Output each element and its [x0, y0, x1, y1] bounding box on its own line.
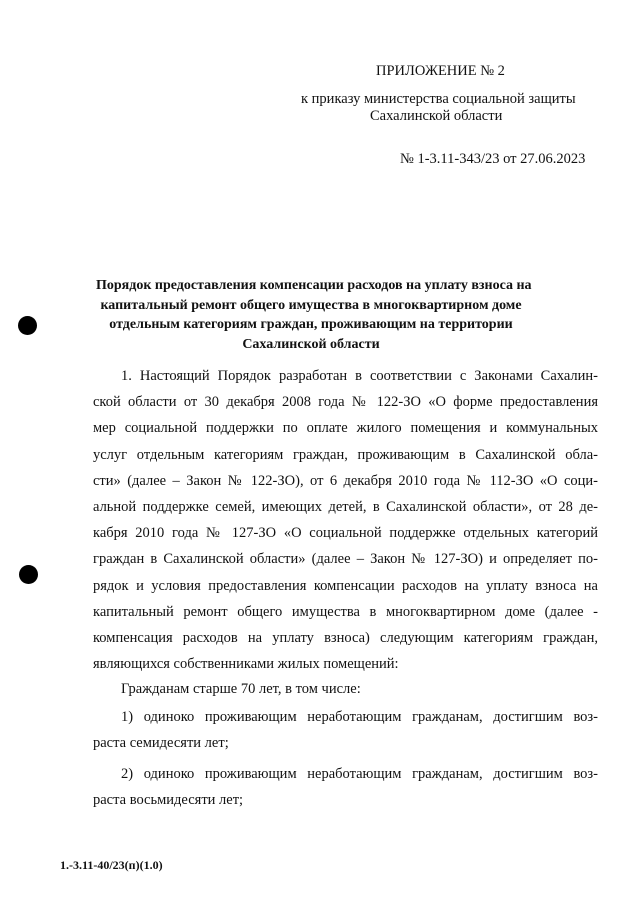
document-title-line: Сахалинской области	[242, 336, 380, 352]
paragraph-line: раста семидесяти лет;	[93, 735, 229, 752]
document-title-line: капитальный ремонт общего имущества в многоквартирном доме	[100, 297, 522, 313]
paragraph-line: мер социальной поддержки по оплате жилого помещения и коммунальных	[93, 420, 598, 437]
footer-document-code: 1.-3.11-40/23(п)(1.0)	[60, 858, 163, 872]
paragraph-line: раста восьмидесяти лет;	[93, 792, 244, 809]
paragraph-line: ской области от 30 декабря 2008 года № 122-ЗО «О форме предоставления	[93, 394, 598, 411]
appendix-title: ПРИЛОЖЕНИЕ № 2	[376, 63, 505, 79]
punch-hole-icon	[19, 565, 38, 584]
paragraph-line: рядок и условия предоставления компенсации расходов на уплату взноса на	[93, 577, 598, 594]
paragraph-line: капитальный ремонт общего имущества в многоквартирном доме (далее -	[93, 603, 598, 620]
paragraph-line: компенсация расходов на уплату взноса) следующим категориям граждан,	[93, 630, 598, 647]
paragraph-line: являющихся собственниками жилых помещений:	[93, 656, 399, 673]
paragraph-line: 1. Настоящий Порядок разработан в соответствии с Законами Сахалин-	[121, 368, 598, 384]
paragraph-line: услуг отдельным категориям граждан, проживающим в Сахалинской обла-	[93, 446, 598, 463]
paragraph-line: альной поддержке семей, имеющих детей, в Сахалинской области», от 28 де-	[93, 499, 598, 516]
document-title	[96, 276, 532, 354]
paragraph-line: 2) одиноко проживающим неработающим гражданам, достигшим воз-	[121, 766, 598, 782]
document-title-line: отдельным категориям граждан, проживающим на территории	[109, 317, 513, 332]
punch-hole-icon	[18, 316, 37, 335]
appendix-reference-line: к приказу министерства социальной защиты	[301, 91, 576, 107]
list-item-2	[93, 761, 598, 813]
appendix-region-line: Сахалинской области	[370, 108, 503, 124]
paragraph-line: кабря 2010 года № 127-ЗО «О социальной поддержке отдельных категорий	[93, 525, 598, 542]
order-number: № 1-3.11-343/23 от 27.06.2023	[400, 151, 586, 167]
age-category-paragraph	[93, 676, 598, 702]
paragraph-line: граждан в Сахалинской области» (далее – Закон № 127-ЗО) и определяет по-	[93, 551, 598, 568]
paragraph-line: Гражданам старше 70 лет, в том числе:	[121, 681, 361, 697]
paragraph-1	[93, 363, 598, 677]
document-title-line: Порядок предоставления компенсации расходов на уплату взноса на	[96, 278, 532, 293]
paragraph-line: 1) одиноко проживающим неработающим гражданам, достигшим воз-	[121, 709, 598, 725]
paragraph-line: сти» (далее – Закон № 122-ЗО), от 6 декабря 2010 года № 112-ЗО «О соци-	[93, 472, 598, 489]
list-item-1	[93, 704, 598, 756]
